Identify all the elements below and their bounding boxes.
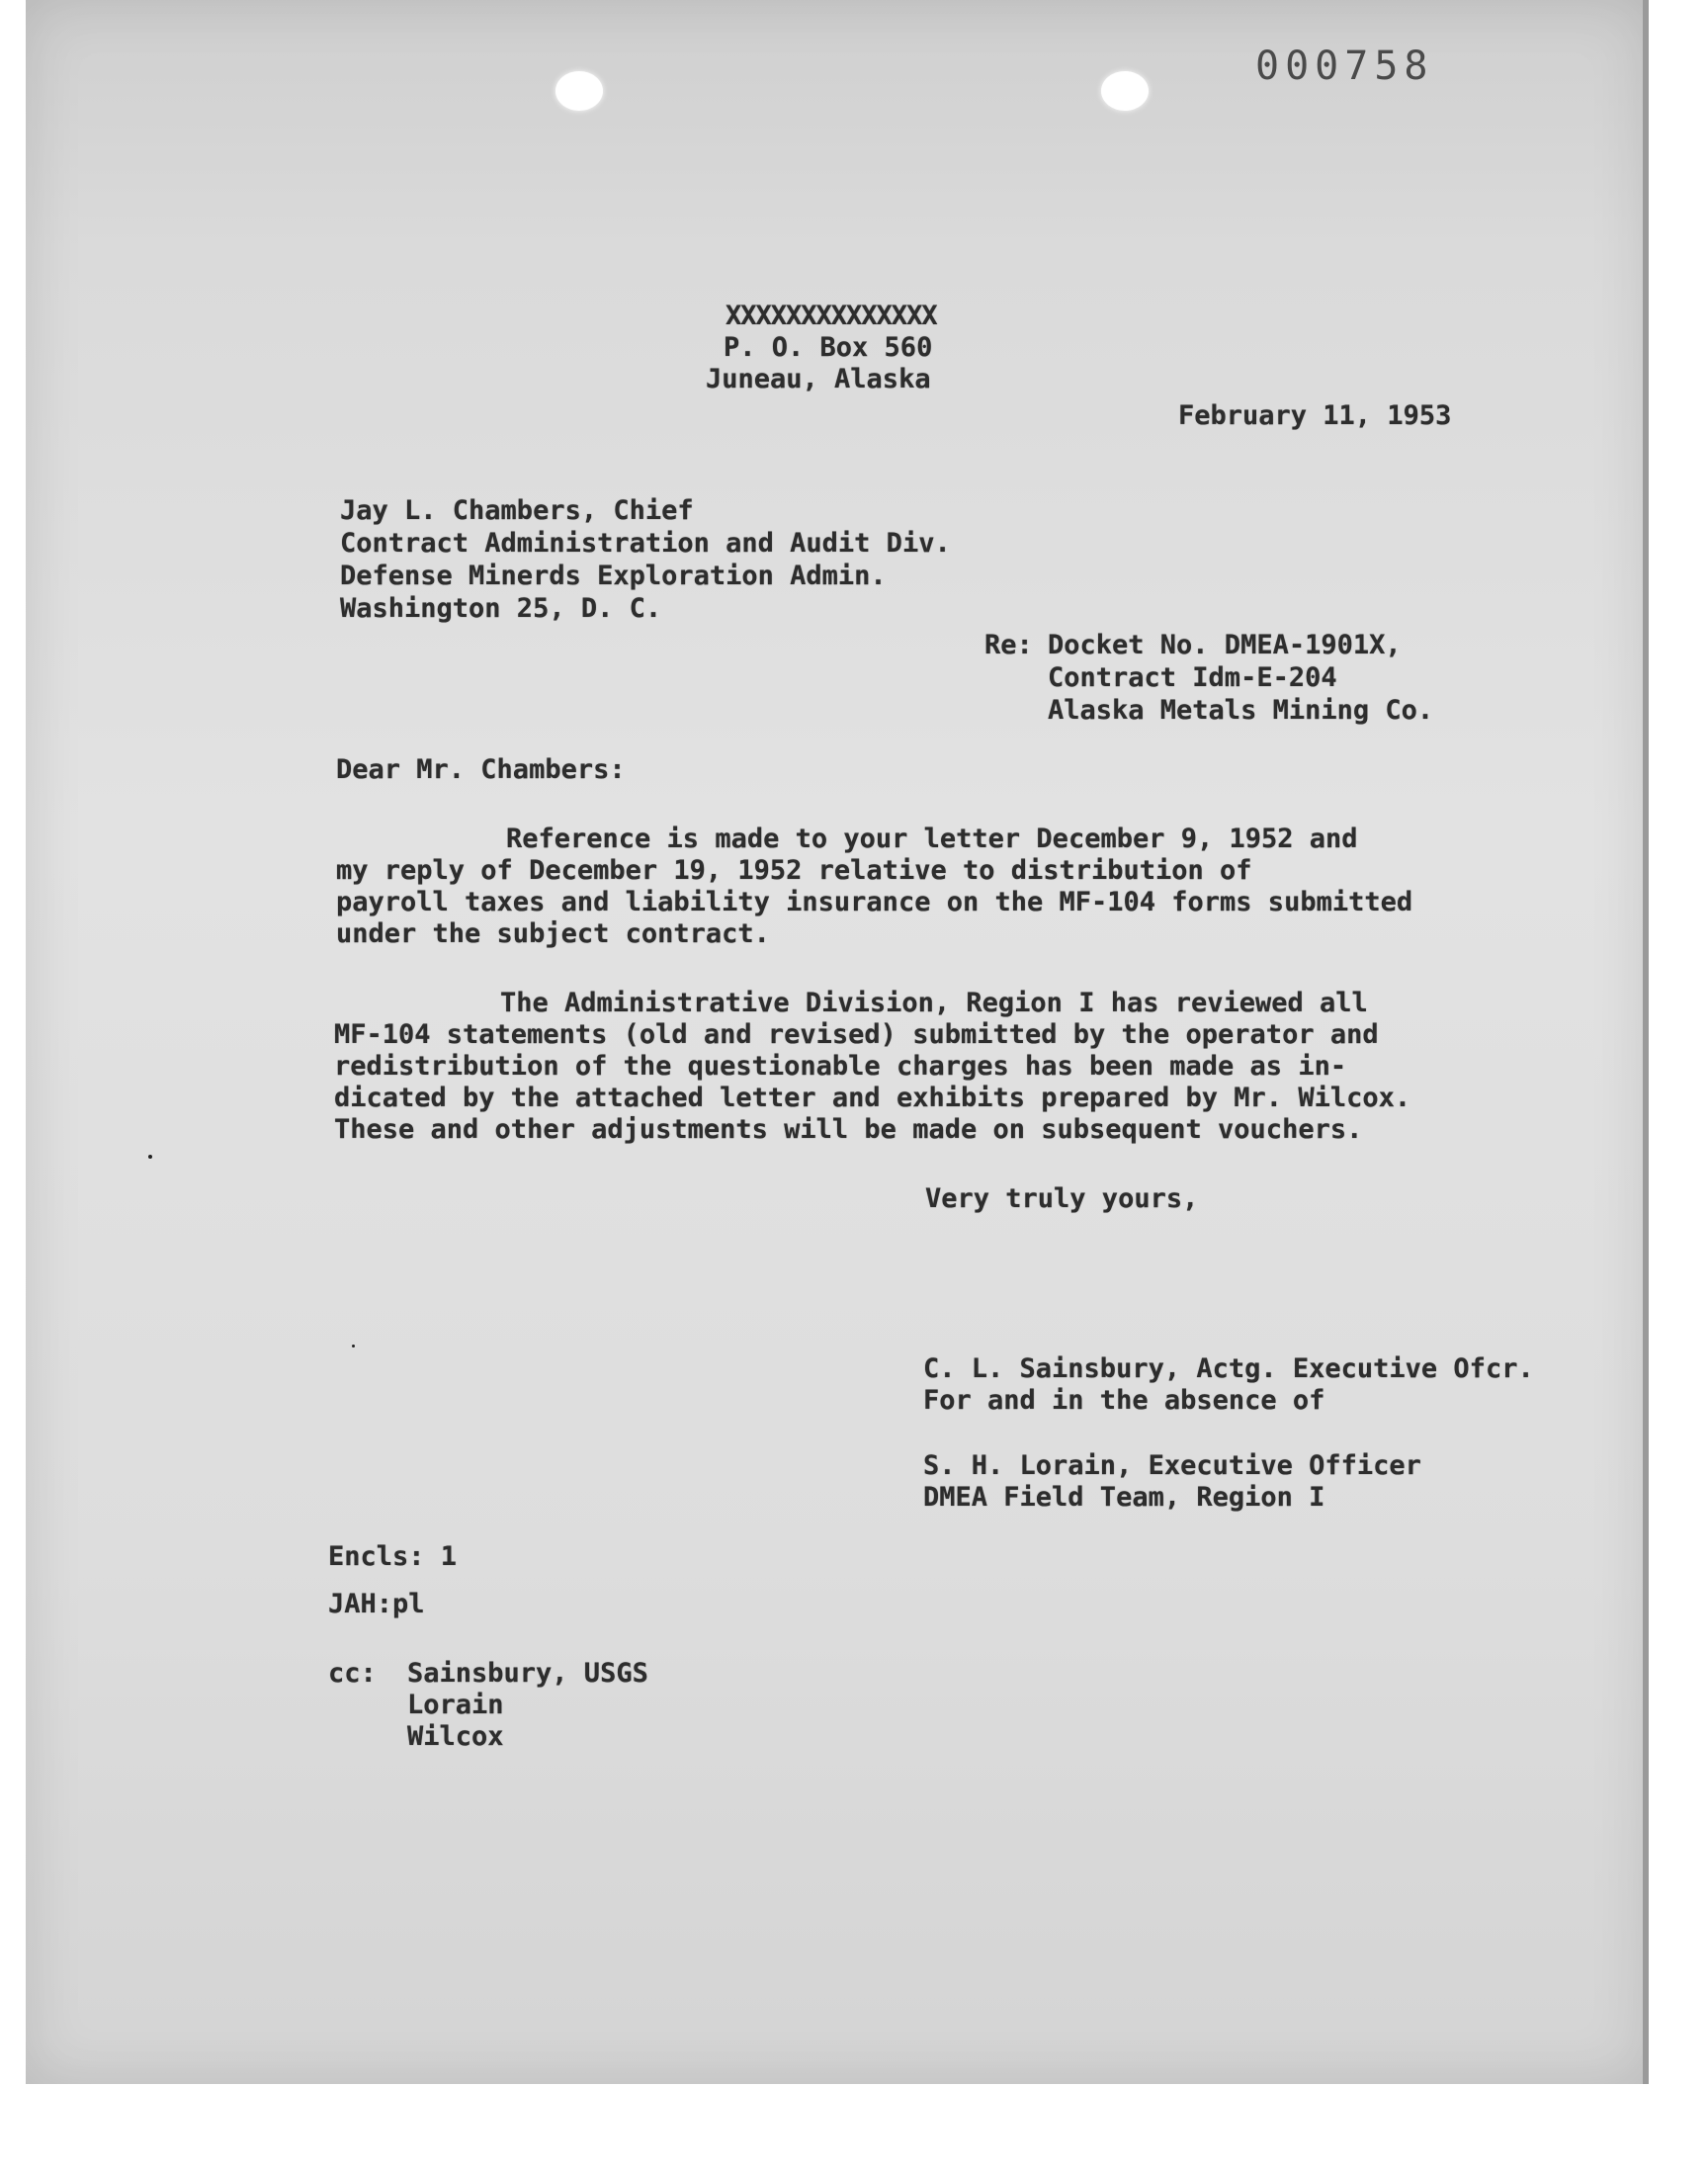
sheet-edge	[1643, 0, 1649, 2084]
enclosures-note: Encls: 1	[328, 1541, 458, 1572]
paragraph-line: payroll taxes and liability insurance on the MF-104 forms submitted	[336, 887, 1413, 917]
paragraph-line: MF-104 statements (old and revised) submitted by the operator and	[334, 1019, 1379, 1050]
recipient-line3: Defense Minerds Exploration Admin.	[340, 561, 887, 591]
cc-line2: Lorain	[407, 1690, 504, 1720]
letterhead-address-line1: P. O. Box 560	[724, 332, 933, 363]
punch-hole-left	[555, 71, 603, 111]
paragraph-line: These and other adjustments will be made on subsequent vouchers.	[334, 1114, 1363, 1145]
signature-line4: DMEA Field Team, Region I	[923, 1482, 1325, 1513]
cc-line1: Sainsbury, USGS	[407, 1658, 648, 1689]
reference-line3: Alaska Metals Mining Co.	[1048, 695, 1434, 726]
punch-hole-right	[1101, 71, 1149, 111]
document-number: 000758	[1255, 44, 1434, 89]
salutation: Dear Mr. Chambers:	[336, 754, 626, 785]
recipient-line1: Jay L. Chambers, Chief	[340, 495, 694, 526]
cc-label: cc:	[328, 1658, 377, 1689]
reference-line1: Docket No. DMEA-1901X,	[1048, 630, 1402, 660]
paragraph-line: redistribution of the questionable charges has been made as in-	[334, 1051, 1347, 1082]
typist-initials: JAH:pl	[328, 1589, 425, 1619]
speck	[352, 1345, 355, 1348]
signature-line1: C. L. Sainsbury, Actg. Executive Ofcr.	[923, 1353, 1534, 1384]
paragraph-line: Reference is made to your letter December 9, 1952 and	[506, 824, 1358, 854]
reference-label: Re:	[984, 630, 1033, 660]
signature-line3: S. H. Lorain, Executive Officer	[923, 1450, 1421, 1481]
letterhead-address-line2: Juneau, Alaska	[706, 364, 931, 394]
cc-line3: Wilcox	[407, 1721, 504, 1752]
reference-line2: Contract Idm-E-204	[1048, 662, 1337, 693]
paragraph-line: my reply of December 19, 1952 relative to distribution of	[336, 855, 1252, 886]
paragraph-line: The Administrative Division, Region I has reviewed all	[500, 988, 1368, 1018]
recipient-line4: Washington 25, D. C.	[340, 593, 662, 624]
recipient-line2: Contract Administration and Audit Div.	[340, 528, 951, 559]
paragraph-line: under the subject contract.	[336, 918, 770, 949]
paragraph-line: dicated by the attached letter and exhibits prepared by Mr. Wilcox.	[334, 1083, 1411, 1113]
closing: Very truly yours,	[925, 1183, 1199, 1214]
speck	[148, 1155, 152, 1159]
signature-line2: For and in the absence of	[923, 1385, 1325, 1416]
letterhead-struck-line: XXXXXXXXXXXXXX	[726, 301, 937, 331]
letter-date: February 11, 1953	[1178, 400, 1452, 431]
